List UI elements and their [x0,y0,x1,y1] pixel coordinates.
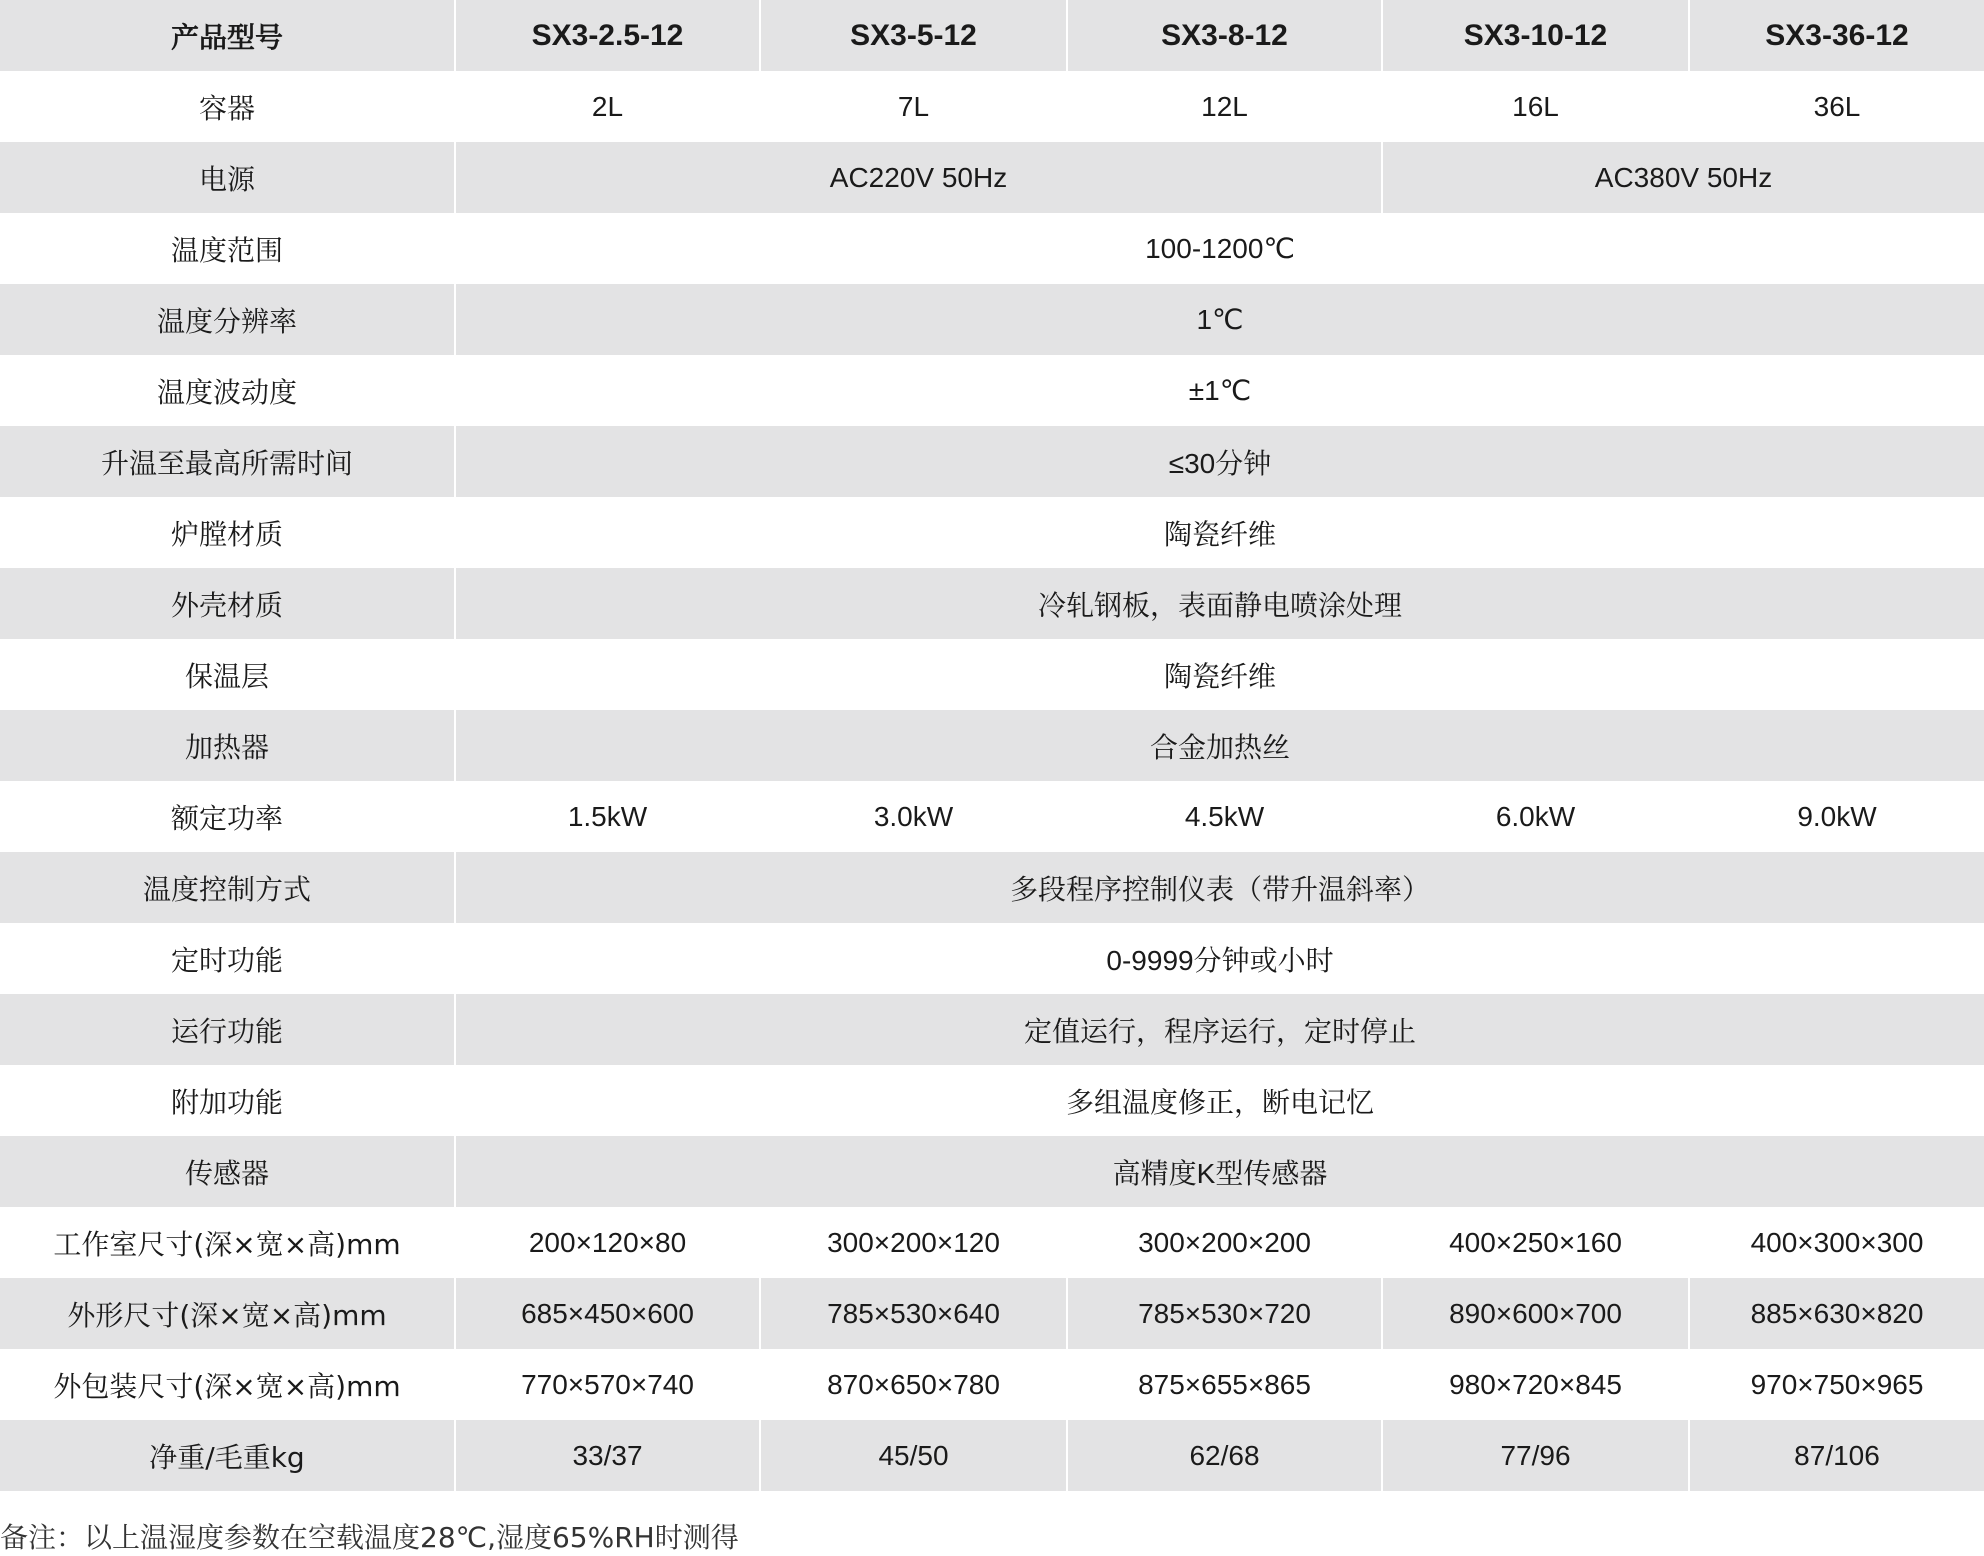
cell-value: 100-1200℃ [455,213,1984,284]
cell-value: 2L [455,71,760,142]
row-label: 外形尺寸(深×宽×高)mm [0,1278,455,1349]
cell-value: 12L [1067,71,1382,142]
row-label: 附加功能 [0,1065,455,1136]
table-row-power-supply [0,142,1984,213]
cell-value: 33/37 [455,1420,760,1491]
table-row-rated-power [0,781,1984,852]
model-name: SX3-10-12 [1382,0,1689,71]
cell-value: 300×200×200 [1067,1207,1382,1278]
cell-value: 890×600×700 [1382,1278,1689,1349]
table-row-chamber-material [0,497,1984,568]
table-row-timer [0,923,1984,994]
model-name: SX3-8-12 [1067,0,1382,71]
table-row-run-function [0,994,1984,1065]
model-name: SX3-5-12 [760,0,1067,71]
cell-value: 多段程序控制仪表（带升温斜率） [455,852,1984,923]
table-row-chamber-size [0,1207,1984,1278]
row-label: 净重/毛重kg [0,1420,455,1491]
cell-value: 合金加热丝 [455,710,1984,781]
cell-value: 770×570×740 [455,1349,760,1420]
cell-value: AC220V 50Hz [455,142,1382,213]
cell-value: 980×720×845 [1382,1349,1689,1420]
table-row-temp-range [0,213,1984,284]
cell-value: 400×250×160 [1382,1207,1689,1278]
cell-value: ≤30分钟 [455,426,1984,497]
cell-value: 陶瓷纤维 [455,639,1984,710]
row-label: 工作室尺寸(深×宽×高)mm [0,1207,455,1278]
row-label: 温度分辨率 [0,284,455,355]
row-label: 传感器 [0,1136,455,1207]
row-label: 炉膛材质 [0,497,455,568]
table-row-heatup-time [0,426,1984,497]
model-name: SX3-36-12 [1689,0,1984,71]
row-label: 定时功能 [0,923,455,994]
cell-value: 87/106 [1689,1420,1984,1491]
cell-value: 875×655×865 [1067,1349,1382,1420]
table-row-shell-material [0,568,1984,639]
cell-value: 885×630×820 [1689,1278,1984,1349]
cell-value: 36L [1689,71,1984,142]
cell-value: 9.0kW [1689,781,1984,852]
table-row-capacity [0,71,1984,142]
cell-value: 400×300×300 [1689,1207,1984,1278]
row-label: 温度波动度 [0,355,455,426]
cell-value: 785×530×720 [1067,1278,1382,1349]
cell-value: 870×650×780 [760,1349,1067,1420]
cell-value: 0-9999分钟或小时 [455,923,1984,994]
cell-value: ±1℃ [455,355,1984,426]
row-label: 容器 [0,71,455,142]
cell-value: 定值运行，程序运行，定时停止 [455,994,1984,1065]
cell-value: 62/68 [1067,1420,1382,1491]
cell-value: 45/50 [760,1420,1067,1491]
cell-value: 高精度K型传感器 [455,1136,1984,1207]
header-row [0,0,1984,71]
table-row-extra-function [0,1065,1984,1136]
row-label: 电源 [0,142,455,213]
cell-value: 300×200×120 [760,1207,1067,1278]
cell-value: 多组温度修正，断电记忆 [455,1065,1984,1136]
table-row-package-size [0,1349,1984,1420]
cell-value: AC380V 50Hz [1382,142,1984,213]
cell-value: 陶瓷纤维 [455,497,1984,568]
row-label: 外壳材质 [0,568,455,639]
table-row-temp-resolution [0,284,1984,355]
table-row-control-mode [0,852,1984,923]
cell-value: 4.5kW [1067,781,1382,852]
cell-value: 1.5kW [455,781,760,852]
cell-value: 200×120×80 [455,1207,760,1278]
table-row-insulation [0,639,1984,710]
row-label: 升温至最高所需时间 [0,426,455,497]
table-row-outer-size [0,1278,1984,1349]
cell-value: 冷轧钢板，表面静电喷涂处理 [455,568,1984,639]
footnote: 备注：以上温湿度参数在空载温度28℃,湿度65%RH时测得 [0,1521,739,1554]
row-label: 温度控制方式 [0,852,455,923]
row-label: 温度范围 [0,213,455,284]
cell-value: 3.0kW [760,781,1067,852]
cell-value: 970×750×965 [1689,1349,1984,1420]
table-row-weight [0,1420,1984,1491]
cell-value: 1℃ [455,284,1984,355]
model-name: SX3-2.5-12 [455,0,760,71]
cell-value: 16L [1382,71,1689,142]
row-label: 运行功能 [0,994,455,1065]
row-label: 保温层 [0,639,455,710]
cell-value: 6.0kW [1382,781,1689,852]
cell-value: 7L [760,71,1067,142]
table-row-temp-fluctuation [0,355,1984,426]
row-label: 加热器 [0,710,455,781]
table-row-sensor [0,1136,1984,1207]
row-label: 外包装尺寸(深×宽×高)mm [0,1349,455,1420]
cell-value: 77/96 [1382,1420,1689,1491]
cell-value: 785×530×640 [760,1278,1067,1349]
table-row-heater [0,710,1984,781]
cell-value: 685×450×600 [455,1278,760,1349]
header-label: 产品型号 [0,0,455,71]
row-label: 额定功率 [0,781,455,852]
